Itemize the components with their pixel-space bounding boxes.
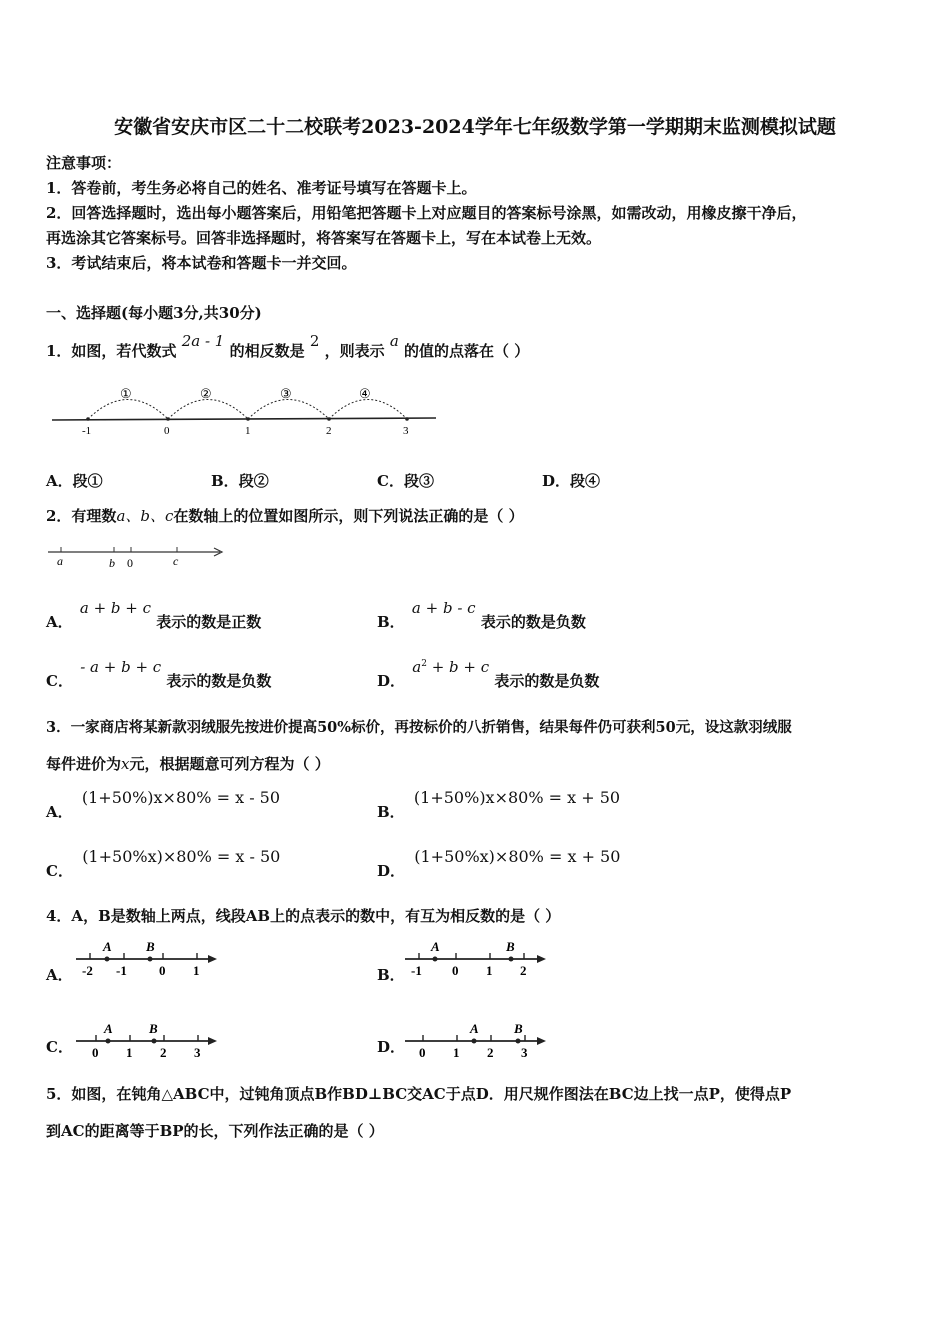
q1-option-b: B．段② [211, 472, 269, 490]
section-heading: 一、选择题(每小题3分,共30分) [46, 304, 262, 322]
svg-text:2: 2 [160, 1045, 167, 1060]
q2-label-a: a [57, 554, 63, 568]
q1-point-4 [327, 417, 331, 421]
q2-label-c: c [173, 554, 179, 568]
q2-number-line-figure [46, 540, 231, 572]
q3-stem-line-1: 3．一家商店将某新款羽绒服先按进价提高50%标价，再按标价的八折销售，结果每件仍可获利50元，设这款羽绒服 [46, 719, 792, 736]
q1-text-1: 1．如图，若代数式 [46, 342, 177, 360]
svg-text:0: 0 [92, 1045, 99, 1060]
svg-text:1: 1 [486, 963, 493, 978]
q4-stem: 4．A，B是数轴上两点，线段AB上的点表示的数中，有互为相反数的是（ ） [46, 907, 561, 925]
svg-text:1: 1 [453, 1045, 460, 1060]
q2-text-2: 在数轴上的位置如图所示，则下列说法正确的是（ ） [173, 507, 524, 525]
q1-segment-label-2: ② [200, 386, 212, 401]
q2-label-0: 0 [127, 556, 133, 570]
q1-axis [52, 418, 436, 420]
q4b-point-a [433, 957, 438, 962]
svg-text:A: A [103, 939, 112, 954]
q1-var: a [389, 332, 399, 350]
q4-option-c-letter: C． [46, 1038, 73, 1056]
q2-stem [46, 505, 524, 526]
notes-heading: 注意事项： [46, 154, 122, 172]
q1-arc-1 [88, 400, 168, 420]
svg-text:2: 2 [520, 963, 527, 978]
q1-value: 2 [309, 332, 320, 350]
q4b-point-b [509, 957, 514, 962]
q1-text-3: ，则表示 [324, 342, 385, 360]
svg-text:0: 0 [452, 963, 459, 978]
q3-option-d: D． (1+50%x)×80% = x + 50 [377, 847, 621, 880]
q4-option-a-letter: A． [46, 966, 73, 984]
q1-tick-label-5: 3 [403, 425, 409, 437]
q1-option-a: A．段① [46, 472, 103, 490]
q1-text-2: 的相反数是 [229, 342, 305, 360]
q1-segment-label-4: ④ [359, 386, 371, 401]
q1-arc-2 [168, 400, 248, 420]
q1-expr: 2a - 1 [181, 332, 225, 350]
q1-tick-label-3: 1 [245, 425, 251, 437]
svg-text:A: A [431, 939, 440, 954]
q1-number-line-figure [48, 378, 448, 440]
svg-text:B: B [506, 939, 515, 954]
q2-option-a: A． a + b + c 表示的数是正数 [46, 599, 262, 631]
q2-text-1: 2．有理数 [46, 507, 117, 525]
q3-option-c: C． (1+50%x)×80% = x - 50 [46, 847, 281, 880]
q4a-point-b [148, 957, 153, 962]
note-item-2: 2．回答选择题时，选出每小题答案后，用铅笔把答题卡上对应题目的答案标号涂黑，如需改动，用橡皮擦干净后， [46, 204, 807, 222]
q1-arc-4 [329, 400, 407, 420]
note-item-3: 3．考试结束后，将本试卷和答题卡一并交回。 [46, 254, 357, 272]
svg-text:3: 3 [521, 1045, 528, 1060]
q4d-point-b [516, 1039, 521, 1044]
q1-point-1 [86, 417, 90, 421]
q1-point-3 [246, 417, 250, 421]
q3-option-b: B． (1+50%)x×80% = x + 50 [377, 788, 621, 821]
svg-text:2: 2 [487, 1045, 494, 1060]
page-title: 安徽省安庆市区二十二校联考2023-2024学年七年级数学第一学期期末监测模拟试题 [114, 116, 836, 138]
q1-option-d: D．段④ [542, 472, 601, 490]
svg-text:A: A [470, 1021, 479, 1036]
q2-option-d: D． $a^2 + b + c$ 表示的数是负数 [377, 658, 600, 690]
svg-text:1: 1 [193, 963, 200, 978]
q1-stem [46, 332, 530, 361]
q3-option-a: A． (1+50%)x×80% = x - 50 [46, 788, 281, 821]
q3-stem-line-2: 每件进价为x元，根据题意可列方程为（ ） [46, 755, 330, 773]
q1-point-2 [166, 417, 170, 421]
svg-text:0: 0 [159, 963, 166, 978]
q4c-point-b [152, 1039, 157, 1044]
svg-text:-1: -1 [411, 963, 422, 978]
svg-text:B: B [514, 1021, 523, 1036]
q4-option-d-letter: D． [377, 1038, 406, 1056]
q4-option-d-figure [403, 1020, 553, 1062]
q4-option-c-figure [74, 1020, 224, 1062]
q1-segment-label-3: ③ [280, 386, 292, 401]
q4-option-a-figure [74, 938, 224, 980]
q1-text-4: 的值的点落在（ ） [404, 342, 530, 360]
svg-text:B: B [146, 939, 155, 954]
q5-stem-line-2: 到AC的距离等于BP的长，下列作法正确的是（ ） [46, 1122, 384, 1140]
svg-text:-2: -2 [82, 963, 93, 978]
q4-option-b-letter: B． [377, 966, 405, 984]
q1-segment-label-1: ① [120, 386, 132, 401]
q4a-point-a [105, 957, 110, 962]
q1-tick-label-1: -1 [82, 425, 92, 437]
svg-text:1: 1 [126, 1045, 133, 1060]
q2-label-b: b [109, 556, 115, 570]
q1-arc-3 [248, 400, 329, 420]
svg-text:B: B [149, 1021, 158, 1036]
q4c-point-a [106, 1039, 111, 1044]
svg-text:A: A [104, 1021, 113, 1036]
note-item-2-cont: 再选涂其它答案标号。回答非选择题时，将答案写在答题卡上，写在本试卷上无效。 [46, 229, 602, 247]
q5-stem-line-1: 5．如图，在钝角△ABC中，过钝角顶点B作BD⊥BC交AC于点D．用尺规作图法在BC边上找一点P，使得点P [46, 1085, 792, 1103]
q4-option-b-figure [403, 938, 553, 980]
q1-point-5 [405, 417, 409, 421]
q1-option-c: C．段③ [377, 472, 434, 490]
q2-vars: a、b、c [116, 507, 174, 525]
q2-option-c: C． - a + b + c 表示的数是负数 [46, 658, 272, 690]
svg-text:0: 0 [419, 1045, 426, 1060]
q1-tick-label-2: 0 [164, 425, 170, 437]
q1-tick-label-4: 2 [326, 425, 332, 437]
q2-option-b: B． a + b - c 表示的数是负数 [377, 599, 586, 631]
svg-text:-1: -1 [116, 963, 127, 978]
q4d-point-a [472, 1039, 477, 1044]
note-item-1: 1．答卷前，考生务必将自己的姓名、准考证号填写在答题卡上。 [46, 179, 477, 197]
svg-text:3: 3 [194, 1045, 201, 1060]
